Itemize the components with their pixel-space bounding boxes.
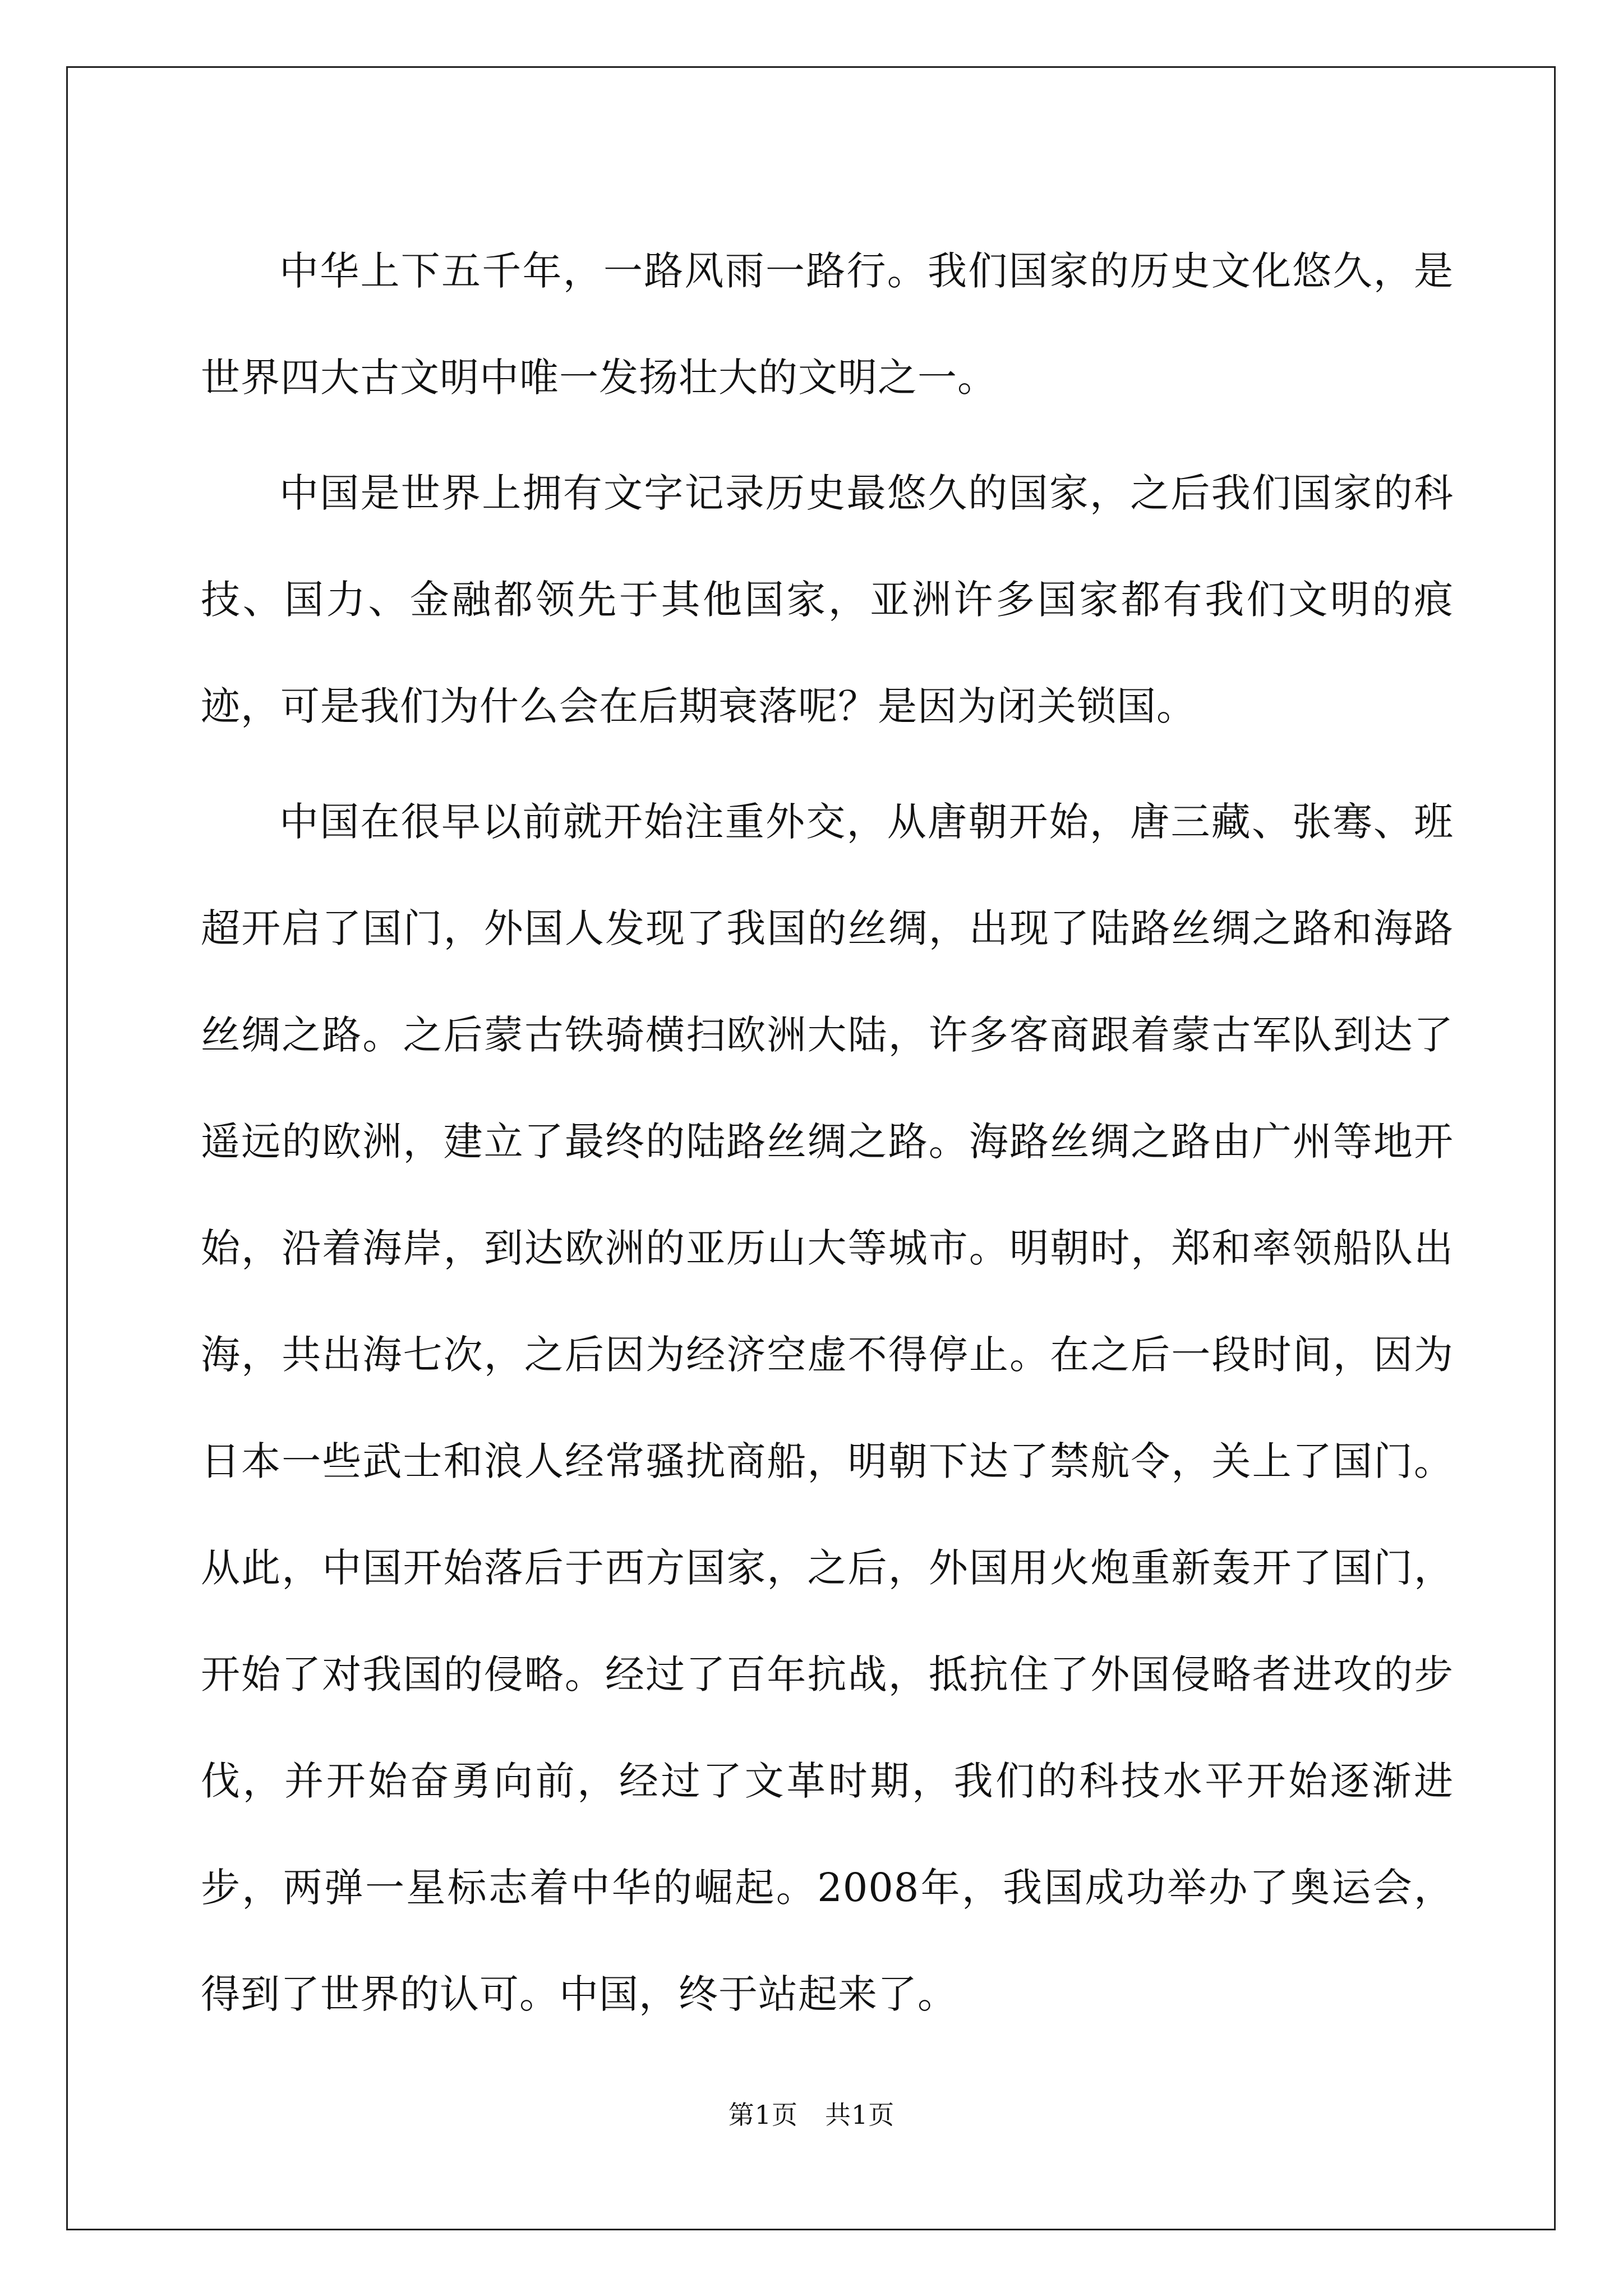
page-footer: [0, 2098, 1623, 2132]
paragraph-2: 中国是世界上拥有文字记录历史最悠久的国家，之后我们国家的科技、国力、金融都领先于其他国家，亚洲许多国家都有我们文明的痕迹，可是我们为什么会在后期衰落呢？是因为闭关锁国。: [201, 470, 1454, 729]
page-number: 第1页: [728, 2100, 798, 2130]
document-body: [201, 218, 1454, 2056]
paragraph-3: 中国在很早以前就开始注重外交，从唐朝开始，唐三藏、张骞、班超开启了国门，外国人发现了我国的丝绸，出现了陆路丝绸之路和海路丝绸之路。之后蒙古铁骑横扫欧洲大陆，许多客商跟着蒙古军队到达了遥远的欧洲，建立了最终的陆路丝绸之路。海路丝绸之路由广州等地开始，沿着海岸，到达欧洲的亚历山大等城市。明朝时，郑和率领船队出海，共出海七次，之后因为经济空虚不得停止。在之后一段时间，因为日本一些武士和浪人经常骚扰商船，明朝下达了禁航令，关上了国门。从此，中国开始落后于西方国家，之后，外国用火炮重新轰开了国门，开始了对我国的侵略。经过了百年抗战，抵抗住了外国侵略者进攻的步伐，并开始奋勇向前，经过了文革时期，我们的科技水平开始逐渐进步，两弹一星标志着中华的崛起。2008年，我国成功举办了奥运会，得到了世界的认可。中国，终于站起来了。: [201, 799, 1454, 2017]
page-total: 共1页: [825, 2100, 895, 2130]
paragraph-1: 中华上下五千年，一路风雨一路行。我们国家的历史文化悠久，是世界四大古文明中唯一发扬壮大的文明之一。: [201, 248, 1454, 401]
